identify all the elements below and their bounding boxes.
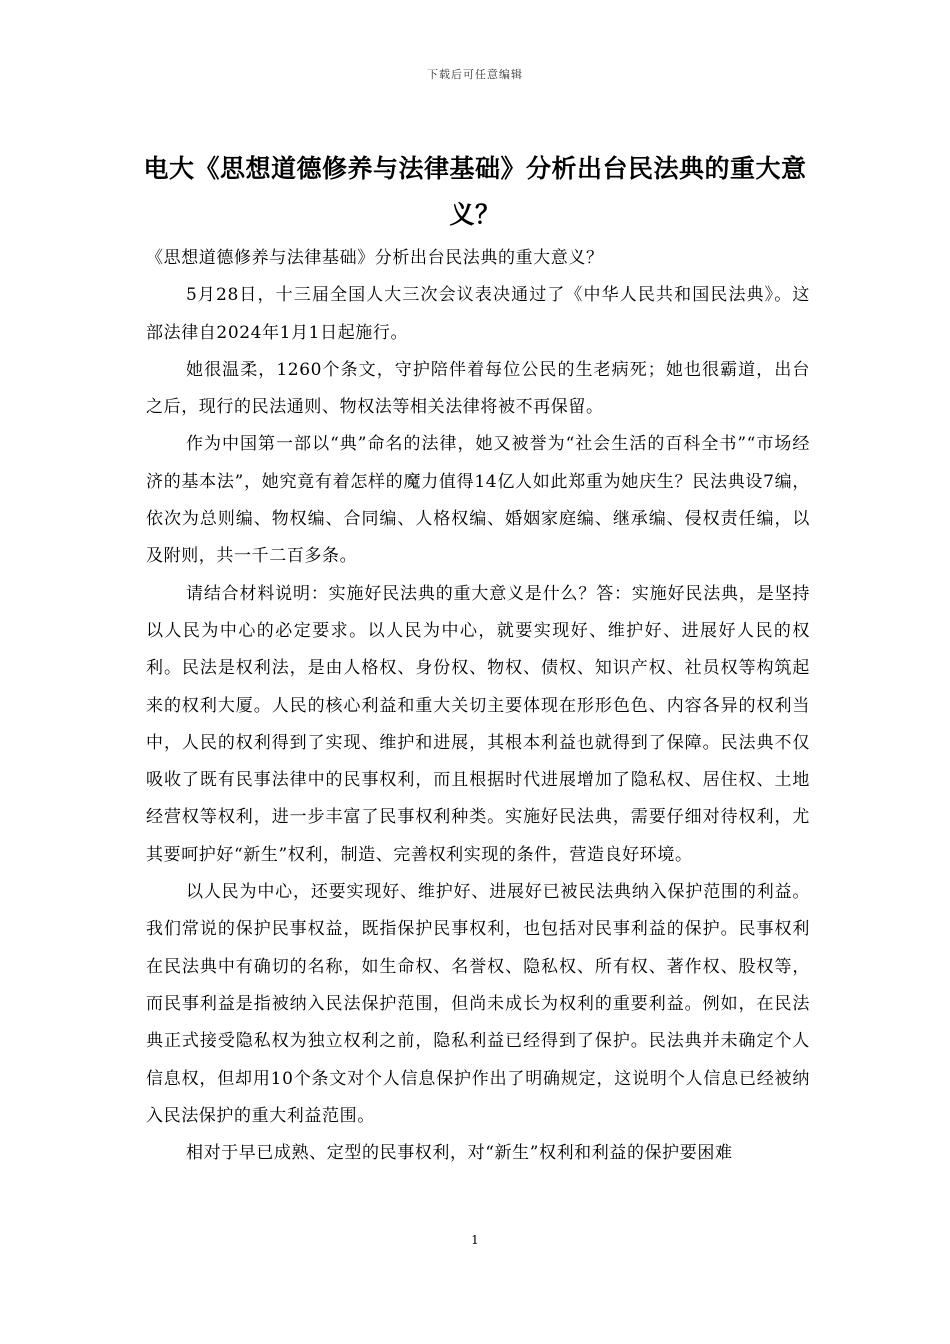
page-number: 1 bbox=[471, 1233, 479, 1247]
document-body bbox=[146, 240, 810, 1172]
body-paragraph: 作为中国第一部以“典”命名的法律，她又被誉为“社会生活的百科全书”“市场经济的基本法”，她究竟有着怎样的魔力值得14亿人如此郑重为她庆生？民法典设7编，依次为总则编、物权编、合同编、人格权编、婚姻家庭编、继承编、侵权责任编，以及附则，共一千二百多条。 bbox=[146, 434, 810, 567]
body-paragraph: 以人民为中心，还要实现好、维护好、进展好已被民法典纳入保护范围的利益。我们常说的保护民事权益，既指保护民事权利，也包括对民事利益的保护。民事权利在民法典中有确切的名称，如生命权、名誉权、隐私权、所有权、著作权、股权等，而民事利益是指被纳入民法保护范围，但尚未成长为权利的重要利益。例如，在民法典正式接受隐私权为独立权利之前，隐私利益已经得到了保护。民法典并未确定个人信息权，但却用10个条文对个人信息保护作出了明确规定，这说明个人信息已经被纳入民法保护的重大利益范围。 bbox=[146, 882, 810, 1126]
body-paragraph: 相对于早已成熟、定型的民事权利，对“新生”权利和利益的保护要困难 bbox=[186, 1143, 733, 1164]
page-header-note: 下载后可任意编辑 bbox=[427, 68, 523, 81]
document-title: 电大《思想道德修养与法律基础》分析出台民法典的重大意义？ bbox=[143, 154, 807, 229]
body-paragraph: 她很温柔，1260个条文，守护陪伴着每位公民的生老病死；她也很霸道，出台之后，现行的民法通则、物权法等相关法律将被不再保留。 bbox=[146, 359, 810, 418]
body-paragraph: 请结合材料说明：实施好民法典的重大意义是什么？答：实施好民法典，是坚持以人民为中心的必定要求。以人民为中心，就要实现好、维护好、进展好人民的权利。民法是权利法，是由人格权、身份权、物权、债权、知识产权、社员权等构筑起来的权利大厦。人民的核心利益和重大关切主要体现在形形色色、内容各异的权利当中，人民的权利得到了实现、维护和进展，其根本利益也就得到了保障。民法典不仅吸收了既有民事法律中的民事权利，而且根据时代进展增加了隐私权、居住权、土地经营权等权利，进一步丰富了民事权利种类。实施好民法典，需要仔细对待权利，尤其要呵护好“新生”权利，制造、完善权利实现的条件，营造良好环境。 bbox=[146, 583, 810, 865]
body-paragraph: 5月28日，十三届全国人大三次会议表决通过了《中华人民共和国民法典》。这部法律自2024年1月1日起施行。 bbox=[146, 285, 810, 343]
subtitle-paragraph: 《思想道德修养与法律基础》分析出台民法典的重大意义？ bbox=[146, 248, 604, 268]
